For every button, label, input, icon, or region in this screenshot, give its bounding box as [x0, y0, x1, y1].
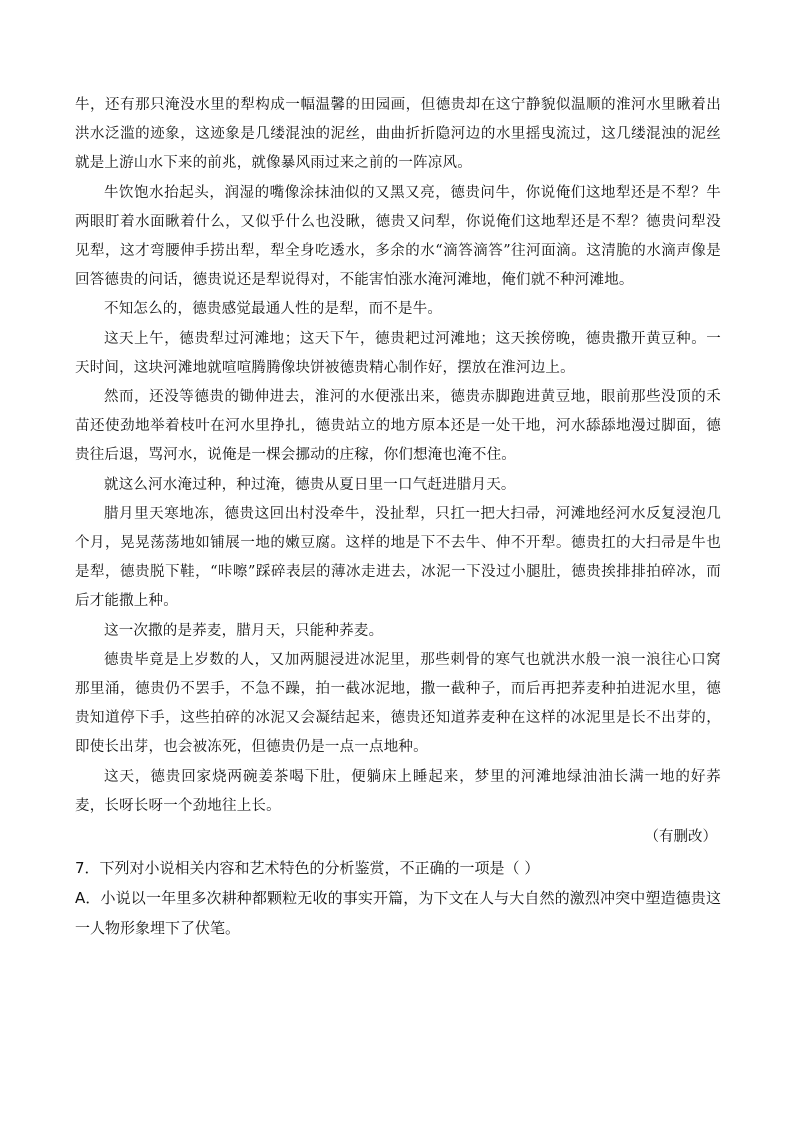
article-paragraph: 然而，还没等德贵的锄伸进去，淮河的水便涨出来，德贵赤脚跑进黄豆地，眼前那些没顶的禾苗还使劲地举着枝叶在河水里挣扎，德贵站立的地方原本还是一处干地，河水舔舔地漫过脚面，德贵往后退，骂河水，说俺是一棵会挪动的庄稼，你们想淹也淹不住。	[75, 389, 721, 464]
document-page	[75, 91, 721, 943]
question-options	[75, 883, 721, 943]
article-paragraph: 德贵毕竟是上岁数的人，又加两腿浸进冰泥里，那些刺骨的寒气也就洪水般一浪一浪往心口窝那里涌，德贵仍不罢手，不急不躁，拍一截冰泥地，撒一截种子，而后再把荞麦种拍进泥水里，德贵知道停下手，这些拍碎的冰泥又会凝结起来，德贵还知道荞麦种在这样的冰泥里是长不出芽的，即使长出芽，也会被冻死，但德贵仍是一点一点地种。	[75, 651, 721, 756]
article-paragraph: 这天，德贵回家烧两碗姜茶喝下肚，便躺床上睡起来，梦里的河滩地绿油油长满一地的好荞麦，长呀长呀一个劲地往上长。	[75, 768, 721, 814]
question-option: A．小说以一年里多次耕种都颗粒无收的事实开篇，为下文在人与大自然的激烈冲突中塑造德贵这一人物形象埋下了伏笔。	[75, 889, 721, 938]
article-paragraph: 这天上午，德贵犁过河滩地；这天下午，德贵耙过河滩地；这天挨傍晚，德贵撒开黄豆种。一天时间，这块河滩地就喧喧腾腾像块饼被德贵精心制作好，摆放在淮河边上。	[75, 330, 721, 376]
article-paragraph: 不知怎么的，德贵感觉最通人性的是犁，而不是牛。	[104, 301, 443, 318]
source-note: （有删改）	[644, 829, 717, 846]
article-paragraph: 这一次撒的是荞麦，腊月天，只能种荞麦。	[104, 622, 384, 639]
article-paragraph: 牛饮饱水抬起头，润湿的嘴像涂抹油似的又黑又亮，德贵问牛，你说俺们这地犁还是不犁？牛两眼盯着水面瞅着什么，又似乎什么也没瞅，德贵又问犁，你说俺们这地犁还是不犁？德贵问犁没见犁，这才弯腰伸手捞出犁，犁全身吃透水，多余的水“滴答滴答”往河面滴。这清脆的水滴声像是回答德贵的问话，德贵说还是犁说得对，不能害怕涨水淹河滩地，俺们就不种河滩地。	[75, 184, 721, 289]
article-body	[75, 91, 721, 821]
article-paragraph: 腊月里天寒地冻，德贵这回出村没牵牛，没扯犁，只扛一把大扫帚，河滩地经河水反复浸泡几个月，晃晃荡荡地如铺展一地的嫩豆腐。这样的地是下不去牛、伸不开犁。德贵扛的大扫帚是牛也是犁，德贵脱下鞋，“咔嚓”踩碎表层的薄冰走进去，冰泥一下没过小腿肚，德贵挨排排拍碎冰，而后才能撒上种。	[75, 505, 721, 610]
article-paragraph: 牛，还有那只淹没水里的犁构成一幅温馨的田园画，但德贵却在这宁静貌似温顺的淮河水里瞅着出洪水泛滥的迹象，这迹象是几缕混浊的泥丝，曲曲折折隐河边的水里摇曳流过，这几缕混浊的泥丝就是上游山水下来的前兆，就像暴风雨过来之前的一阵凉风。	[75, 97, 721, 172]
question-stem: 7．下列对小说相关内容和艺术特色的分析鉴赏，不正确的一项是（ ）	[75, 859, 540, 878]
article-paragraph: 就这么河水淹过种，种过淹，德贵从夏日里一口气赶进腊月天。	[104, 476, 516, 493]
